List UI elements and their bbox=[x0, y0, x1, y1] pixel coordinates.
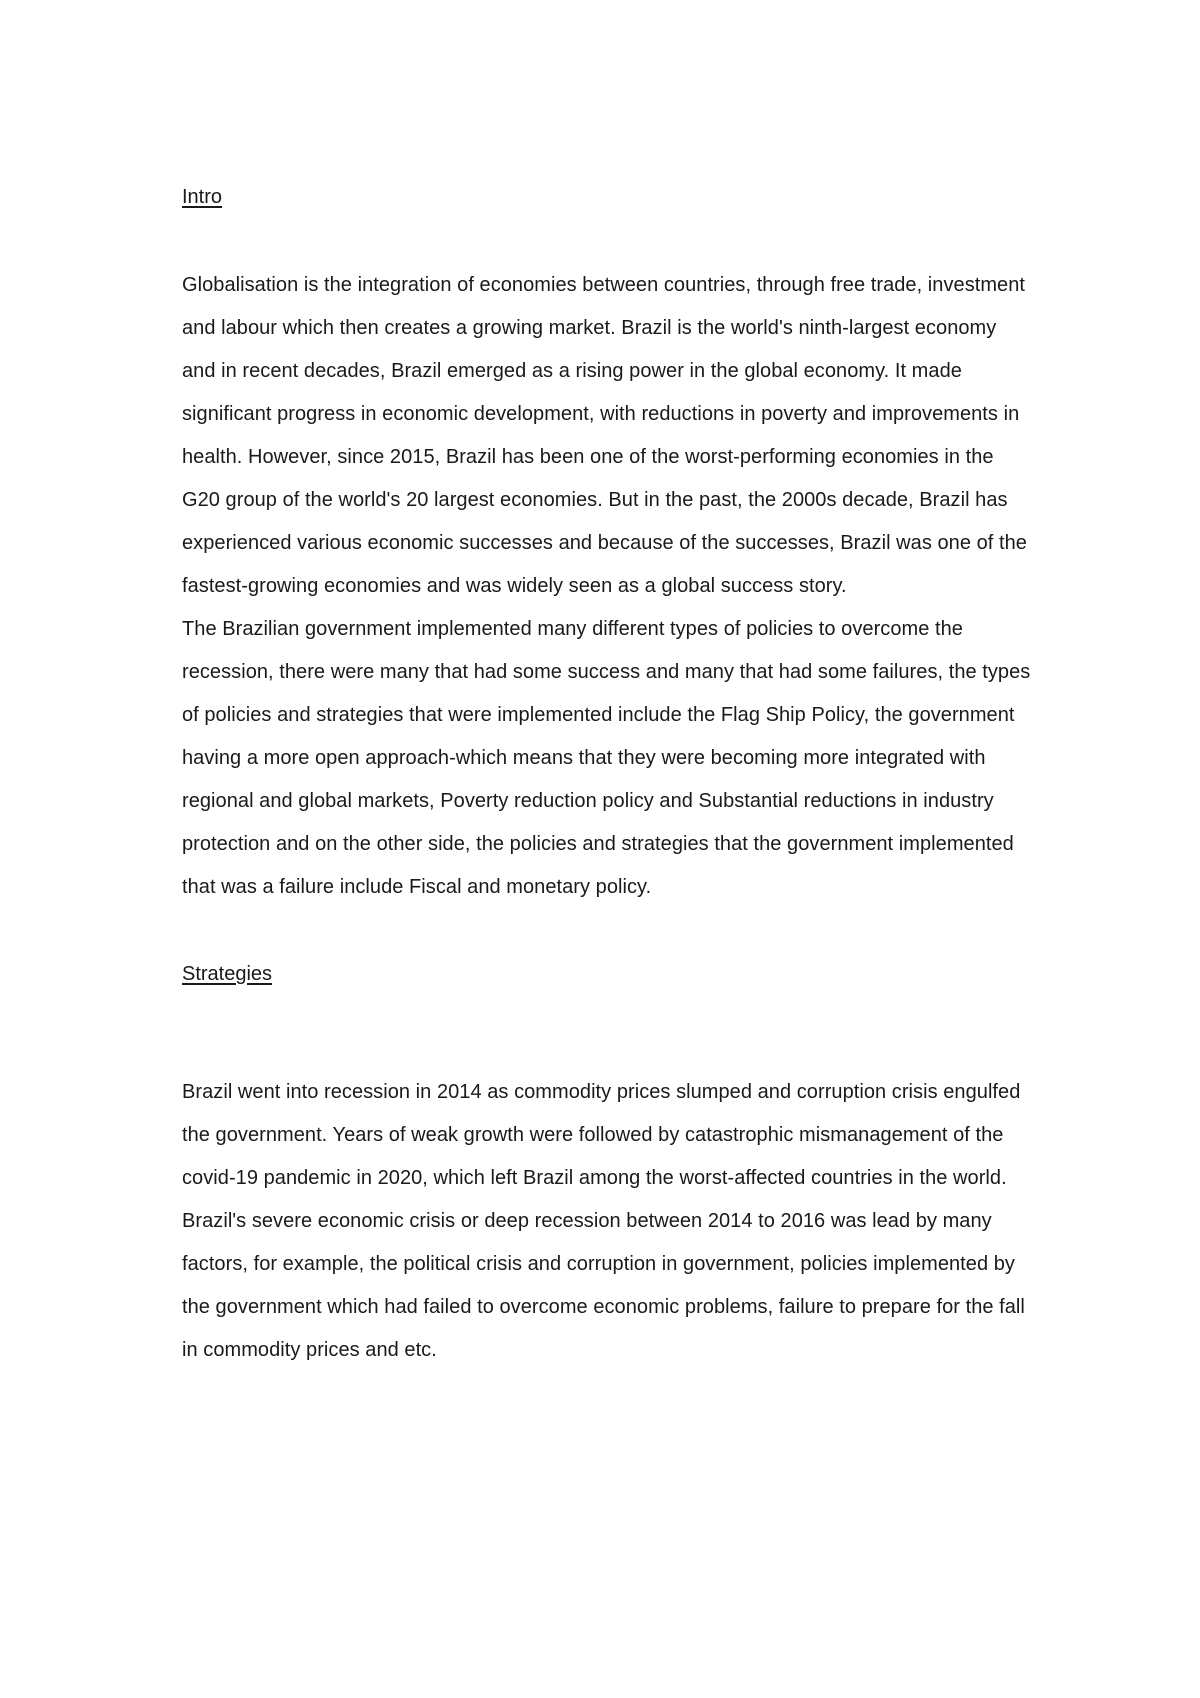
strategies-paragraph-2: Brazil's severe economic crisis or deep recession between 2014 to 2016 was lead by many factors, for example, the political crisis and corruption in government, policies implemented by the government which had failed to overcome economic problems, failure to prepare for the fall in commodity prices and etc. bbox=[182, 1210, 1025, 1361]
intro-paragraph-2: The Brazilian government implemented many different types of policies to overcome the recession, there were many that had some success and many that had some failures, the types of policies and strategies that were implemented include the Flag Ship Policy, the government having a more open approach-which means that they were becoming more integrated with regional and global markets, Poverty reduction policy and Substantial reductions in industry protection and on the other side, the policies and strategies that the government implemented that was a failure include Fiscal and monetary policy. bbox=[182, 618, 1031, 898]
intro-paragraph-1: Globalisation is the integration of economies between countries, through free trade, investment and labour which then creates a growing market. Brazil is the world's ninth-largest economy and in recent decades, Brazil emerged as a rising power in the global economy. It made significant progress in economic development, with reductions in poverty and improvements in health. However, since 2015, Brazil has been one of the worst-performing economies in the G20 group of the world's 20 largest economies. But in the past, the 2000s decade, Brazil has experienced various economic successes and because of the successes, Brazil was one of the fastest-growing economies and was widely seen as a global success story. bbox=[182, 274, 1027, 597]
section-heading-strategies: Strategies bbox=[182, 963, 273, 985]
section-heading-intro: Intro bbox=[182, 186, 223, 208]
document-body bbox=[182, 182, 1032, 1372]
strategies-paragraph-1: Brazil went into recession in 2014 as commodity prices slumped and corruption crisis engulfed the government. Years of weak growth were followed by catastrophic mismanagement of the covid-19 pandemic in 2020, which left Brazil among the worst-affected countries in the world. bbox=[182, 1081, 1021, 1189]
